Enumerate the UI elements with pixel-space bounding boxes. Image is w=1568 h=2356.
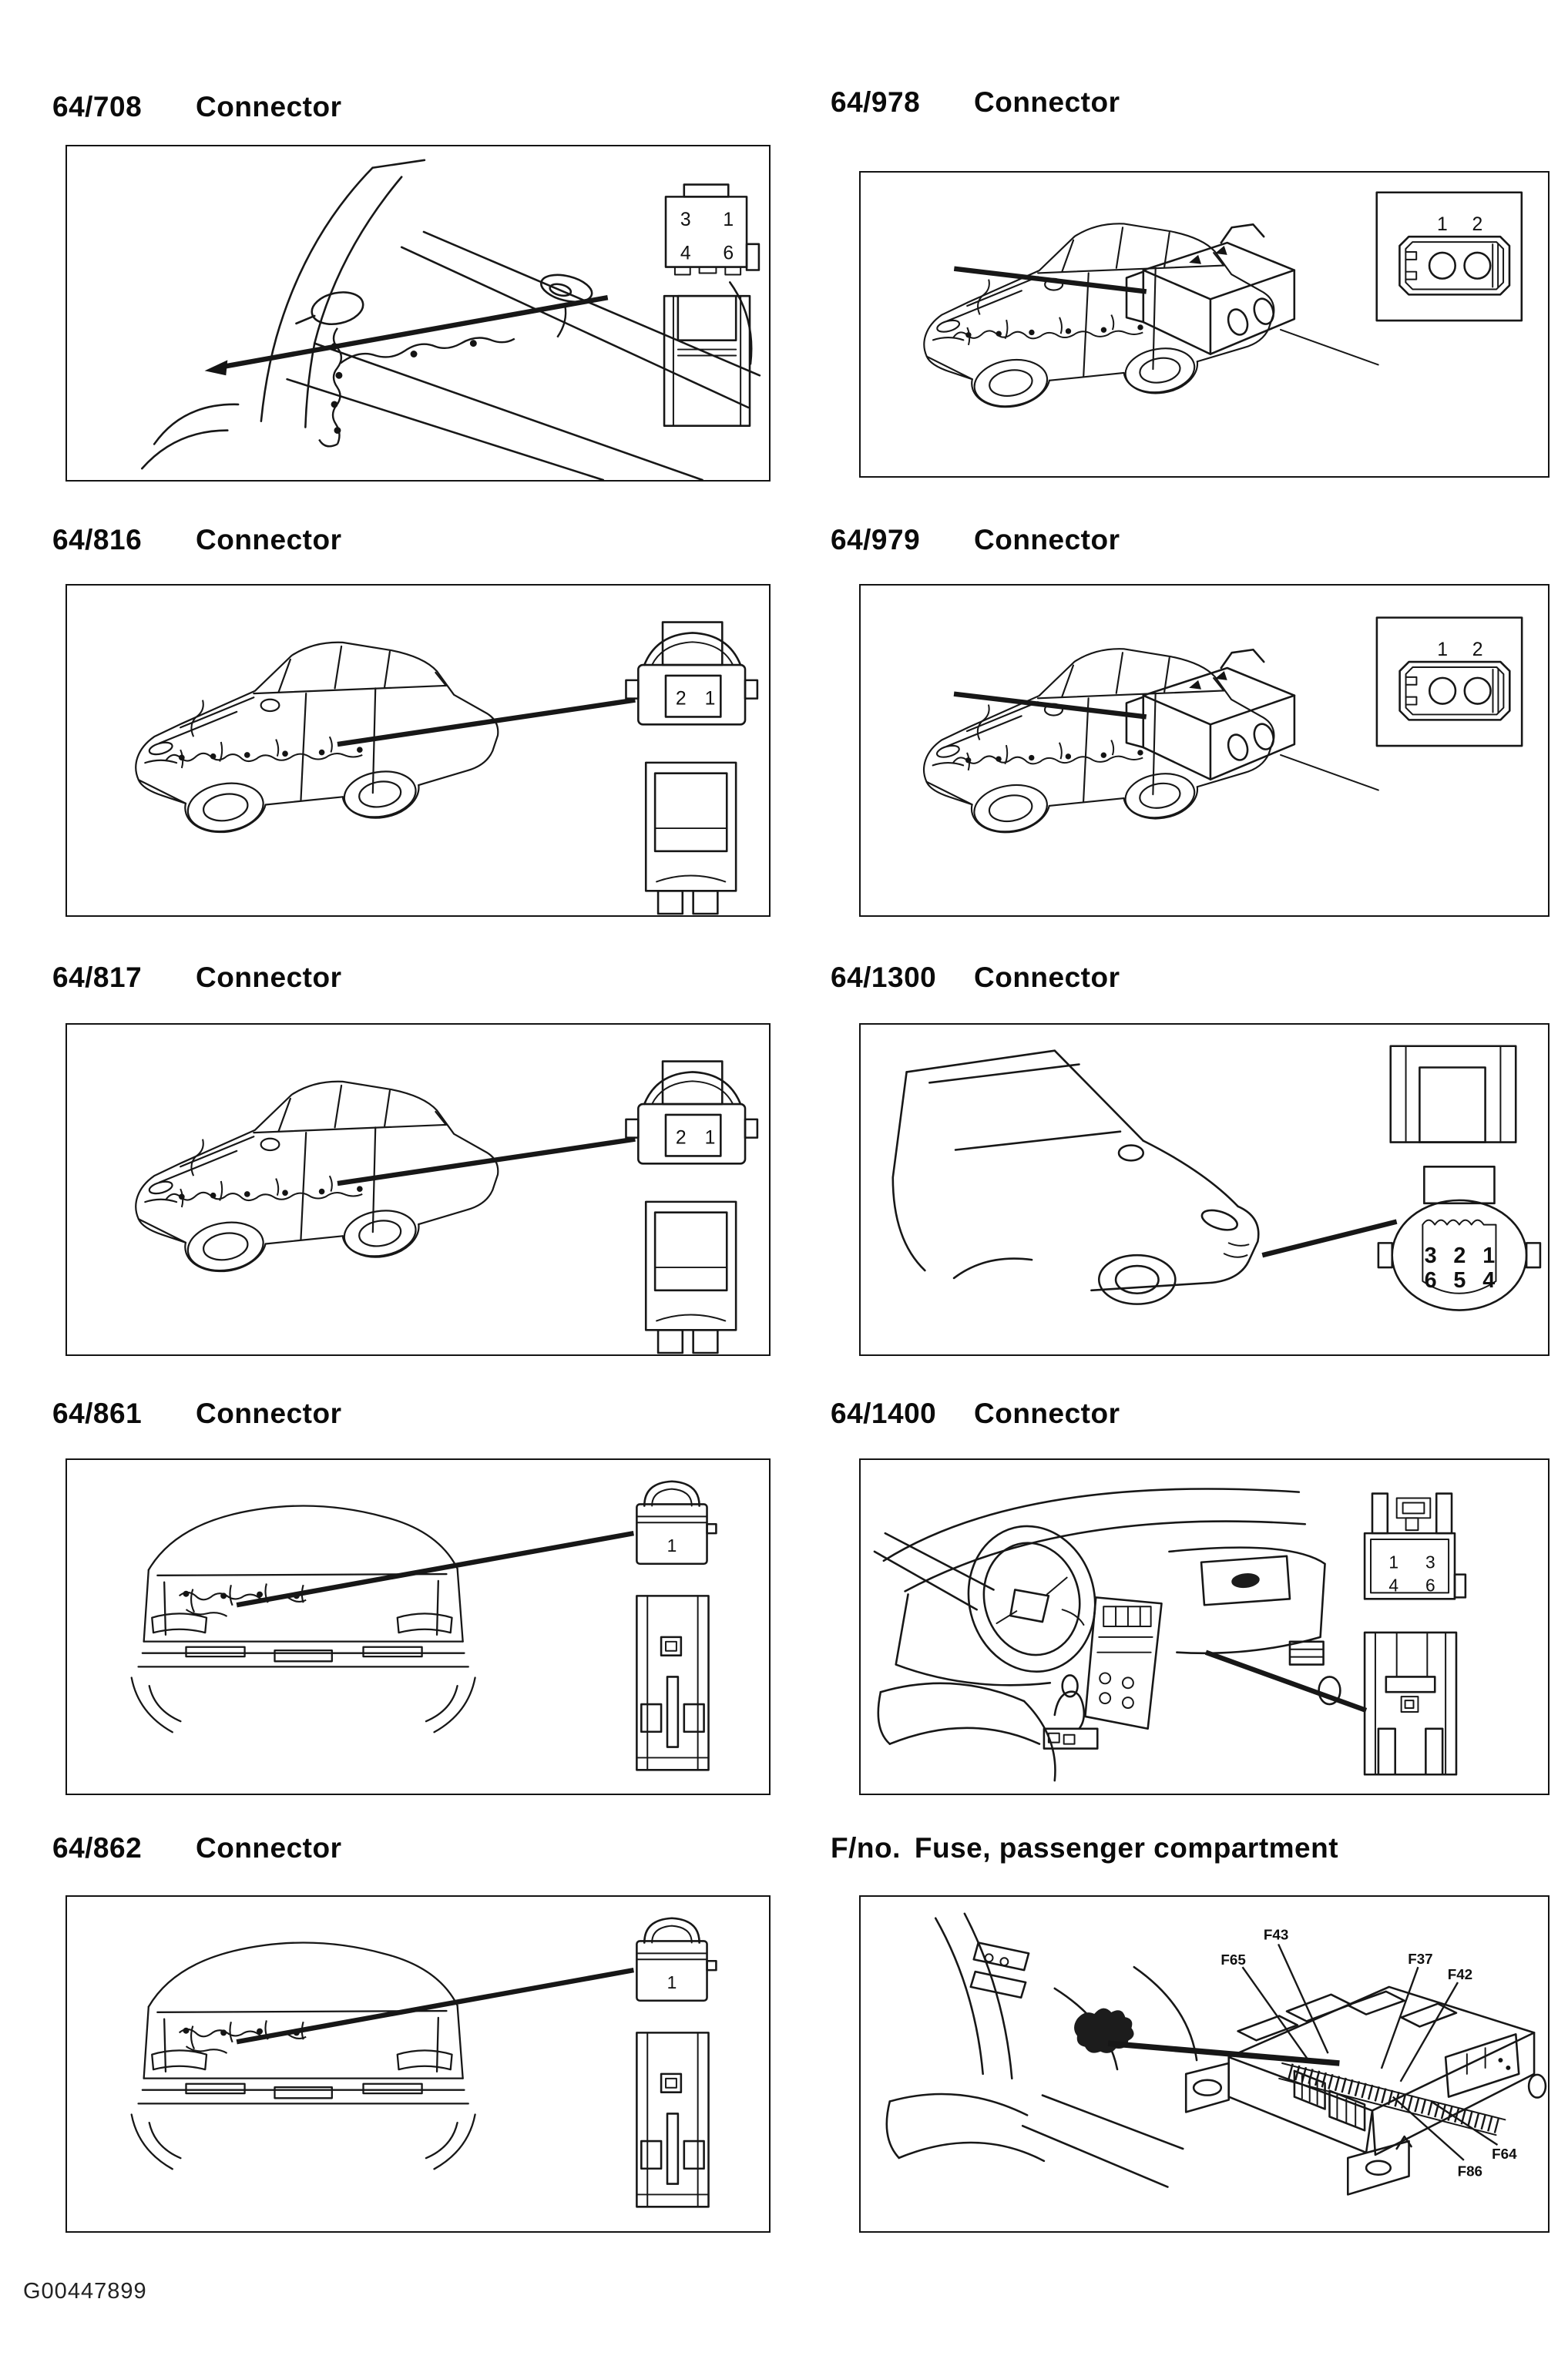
- pin-label: 6: [723, 243, 734, 264]
- leader-line: [337, 1139, 635, 1183]
- illustration-64-817: [67, 1025, 769, 1354]
- figure-64-817: [65, 1023, 771, 1356]
- panel-code: 64/817: [52, 962, 143, 993]
- pin-label: 2: [1472, 639, 1483, 661]
- pin-label: 3: [680, 210, 691, 231]
- illustration-64-1300: [861, 1025, 1548, 1354]
- illustration-fuse-box: [861, 1897, 1548, 2231]
- panel-title-64-816: [52, 524, 342, 556]
- connector-side-view: [636, 1596, 708, 1770]
- figure-64-1400: [859, 1458, 1550, 1795]
- illustration-64-708: [67, 146, 769, 480]
- fuse-label-f37: F37: [1408, 1951, 1433, 1968]
- figure-64-862: [65, 1895, 771, 2233]
- panel-label: Connector: [974, 962, 1120, 993]
- panel-title-64-979: [831, 524, 1120, 556]
- fuse-label-f65: F65: [1220, 1952, 1246, 1968]
- panel-title-64-708: [52, 91, 342, 123]
- panel-label: Connector: [196, 1832, 342, 1864]
- pin-label: 1: [666, 1535, 677, 1556]
- panel-code: 64/978: [831, 86, 921, 118]
- pin-label: 3: [1425, 1552, 1435, 1572]
- car-illustration: [136, 643, 498, 837]
- dashboard-interior: [875, 1488, 1340, 1780]
- panel-label: Fuse, passenger compartment: [914, 1832, 1339, 1864]
- connector-pin-face: [1378, 1166, 1540, 1310]
- fuse-labels: [1220, 1926, 1517, 2179]
- leader-line: [337, 700, 635, 744]
- panel-title-64-978: [831, 86, 1120, 119]
- fuse-label-f86: F86: [1457, 2163, 1483, 2180]
- panel-title-64-1300: [831, 962, 1120, 994]
- pin-label: 6: [1425, 1575, 1435, 1596]
- panel-label: Connector: [974, 524, 1120, 555]
- connector-pin-face: [1377, 193, 1522, 321]
- connector-detail: [1365, 1494, 1466, 1599]
- figure-64-978: [859, 171, 1550, 478]
- panel-code: 64/816: [52, 524, 143, 555]
- panel-code: 64/979: [831, 524, 921, 555]
- pin-label: 1: [704, 1127, 716, 1149]
- car-door-cutaway: [142, 160, 760, 480]
- car-illustration: [132, 1943, 475, 2170]
- pin-label: 2: [1472, 214, 1483, 236]
- connector-detail: [636, 1918, 716, 2001]
- pin-row-label: 3 2 1: [1424, 1243, 1501, 1269]
- connector-detail: [626, 1062, 757, 1164]
- figure-64-979: [859, 584, 1550, 917]
- panel-label: Connector: [196, 1398, 342, 1429]
- figure-64-816: [65, 584, 771, 917]
- panel-label: Connector: [974, 86, 1120, 118]
- panel-title-64-817: [52, 962, 342, 994]
- connector-side-view: [646, 763, 736, 914]
- connector-side-view: [1365, 1633, 1456, 1774]
- panel-code: 64/862: [52, 1832, 143, 1864]
- fuse-label-f43: F43: [1263, 1926, 1289, 1943]
- connector-detail: [626, 623, 757, 725]
- pin-label: 1: [723, 210, 734, 231]
- connector-detail: [636, 1482, 716, 1564]
- figure-code: G00447899: [23, 2279, 147, 2304]
- pin-label: 1: [1437, 639, 1448, 661]
- fuse-label-f42: F42: [1447, 1966, 1473, 1983]
- interior-fragment: [887, 1914, 1197, 2187]
- pin-label: 4: [680, 243, 691, 264]
- leader-line: [205, 297, 608, 375]
- illustration-64-978: [861, 173, 1548, 476]
- panel-code: 64/1400: [831, 1398, 937, 1429]
- panel-code: F/no.: [831, 1832, 901, 1864]
- pin-label: 1: [704, 688, 716, 710]
- figure-fuse-passenger-compartment: [859, 1895, 1550, 2233]
- pin-label: 4: [1388, 1575, 1399, 1596]
- pin-label: 2: [675, 688, 687, 710]
- panel-label: Connector: [196, 962, 342, 993]
- panel-code: 64/1300: [831, 962, 937, 993]
- leader-line: [1262, 1222, 1396, 1256]
- pin-label: 1: [1436, 214, 1448, 236]
- illustration-64-816: [67, 586, 769, 915]
- car-front-quarter: [893, 1051, 1259, 1304]
- leader-line: [1108, 2043, 1339, 2063]
- pin-label: 2: [675, 1127, 687, 1149]
- figure-64-1300: [859, 1023, 1550, 1356]
- figure-64-861: [65, 1458, 771, 1795]
- panel-title-64-861: [52, 1398, 342, 1430]
- panel-code: 64/861: [52, 1398, 143, 1429]
- connector-side-view: [636, 2032, 708, 2207]
- panel-title-fuse: [831, 1832, 1338, 1864]
- panel-title-64-862: [52, 1832, 342, 1864]
- figure-64-708: [65, 145, 771, 482]
- leader-line: [237, 1970, 633, 2042]
- connector-pin-face: [1377, 618, 1522, 746]
- illustration-64-979: [861, 586, 1548, 915]
- illustration-64-862: [67, 1897, 769, 2231]
- panel-code: 64/708: [52, 91, 143, 122]
- connector-top-view: [1391, 1046, 1516, 1143]
- connector-side-view: [646, 1202, 736, 1353]
- car-illustration: [136, 1082, 498, 1276]
- panel-label: Connector: [196, 524, 342, 555]
- panel-label: Connector: [974, 1398, 1120, 1429]
- fuse-label-f64: F64: [1492, 2145, 1517, 2162]
- pin-row-label: 6 5 4: [1424, 1267, 1501, 1293]
- illustration-64-861: [67, 1460, 769, 1794]
- pin-label: 1: [1388, 1552, 1399, 1572]
- leader-line: [237, 1533, 633, 1605]
- illustration-64-1400: [861, 1460, 1548, 1794]
- leader-line: [1206, 1653, 1366, 1710]
- panel-label: Connector: [196, 91, 342, 122]
- fuse-box-3d: [1186, 1987, 1546, 2195]
- car-illustration: [132, 1506, 475, 1733]
- pin-label: 1: [666, 1972, 677, 1992]
- panel-title-64-1400: [831, 1398, 1120, 1430]
